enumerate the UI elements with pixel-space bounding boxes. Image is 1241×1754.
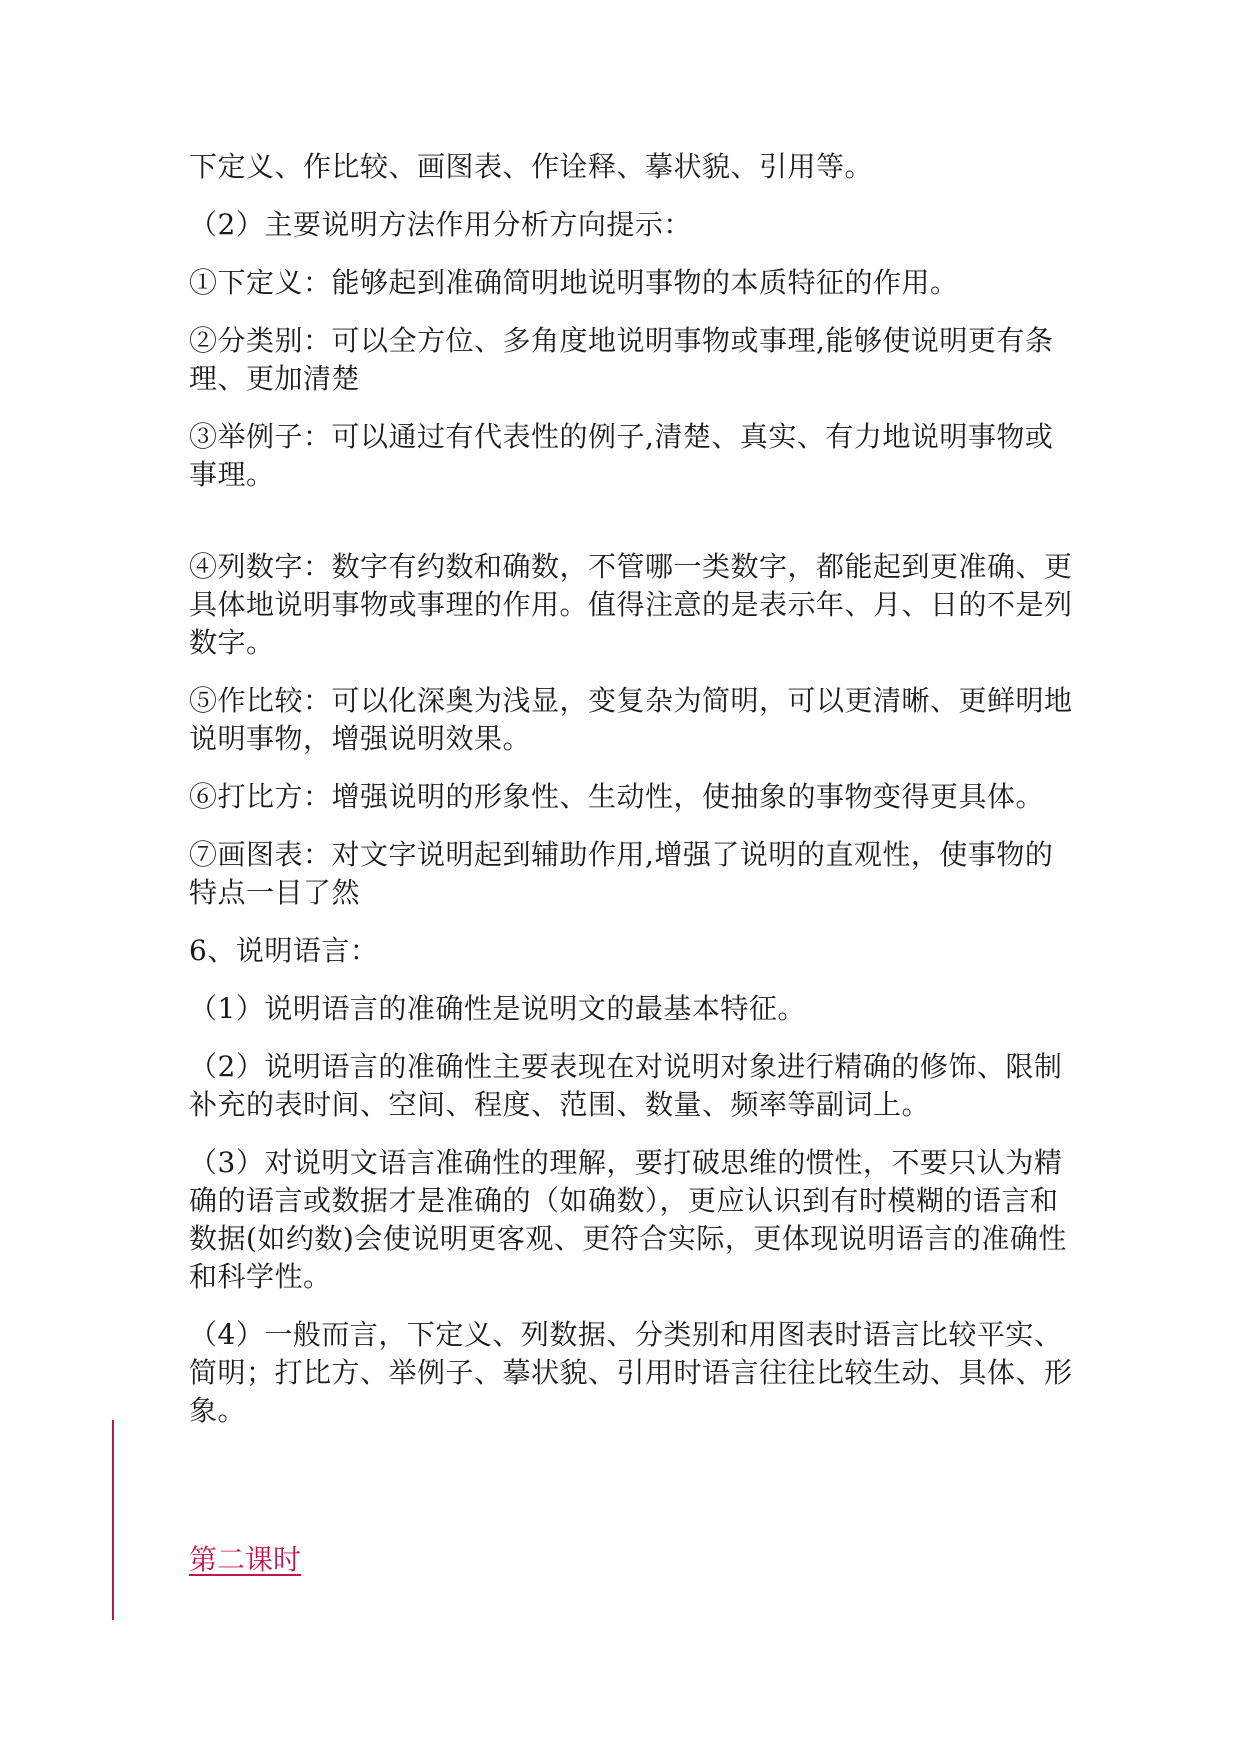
paragraph-language-4: （4）一般而言，下定义、列数据、分类别和用图表时语言比较平实、简明；打比方、举例子、摹状貌、引用时语言往往比较生动、具体、形象。 xyxy=(189,1318,1073,1427)
paragraph-numbers: ④列数字：数字有约数和确数，不管哪一类数字，都能起到更准确、更具体地说明事物或事理的作用。值得注意的是表示年、月、日的不是列数字。 xyxy=(189,550,1073,659)
section-heading-language: 6、说明语言： xyxy=(189,934,379,967)
paragraph-charts: ⑦画图表：对文字说明起到辅助作用,增强了说明的直观性，使事物的特点一目了然 xyxy=(189,838,1054,909)
second-lesson-link[interactable]: 第二课时 xyxy=(189,1543,302,1576)
document-body xyxy=(189,148,1079,1450)
paragraph-methods-list: 下定义、作比较、画图表、作诠释、摹状貌、引用等。 xyxy=(189,150,874,183)
paragraph-definition: ①下定义：能够起到准确简明地说明事物的本质特征的作用。 xyxy=(189,266,959,299)
revision-margin-bar xyxy=(112,1420,114,1620)
paragraph-examples: ③举例子：可以通过有代表性的例子,清楚、真实、有力地说明事物或事理。 xyxy=(189,420,1054,491)
paragraph-analogy: ⑥打比方：增强说明的形象性、生动性，使抽象的事物变得更具体。 xyxy=(189,780,1045,813)
paragraph-language-1: （1）说明语言的准确性是说明文的最基本特征。 xyxy=(189,992,806,1025)
paragraph-comparison: ⑤作比较：可以化深奥为浅显，变复杂为简明，可以更清晰、更鲜明地说明事物，增强说明效果。 xyxy=(189,684,1073,755)
paragraph-language-3: （3）对说明文语言准确性的理解，要打破思维的惯性，不要只认为精确的语言或数据才是准确的（如确数），更应认识到有时模糊的语言和数据(如约数)会使说明更客观、更符合实际，更体现说明语言的准确性和科学性。 xyxy=(189,1146,1067,1293)
paragraph-language-2: （2）说明语言的准确性主要表现在对说明对象进行精确的修饰、限制补充的表时间、空间、程度、范围、数量、频率等副词上。 xyxy=(189,1050,1063,1121)
paragraph-classification: ②分类别：可以全方位、多角度地说明事物或事理,能够使说明更有条理、更加清楚 xyxy=(189,324,1054,395)
paragraph-methods-hint-heading: （2）主要说明方法作用分析方向提示： xyxy=(189,208,692,241)
